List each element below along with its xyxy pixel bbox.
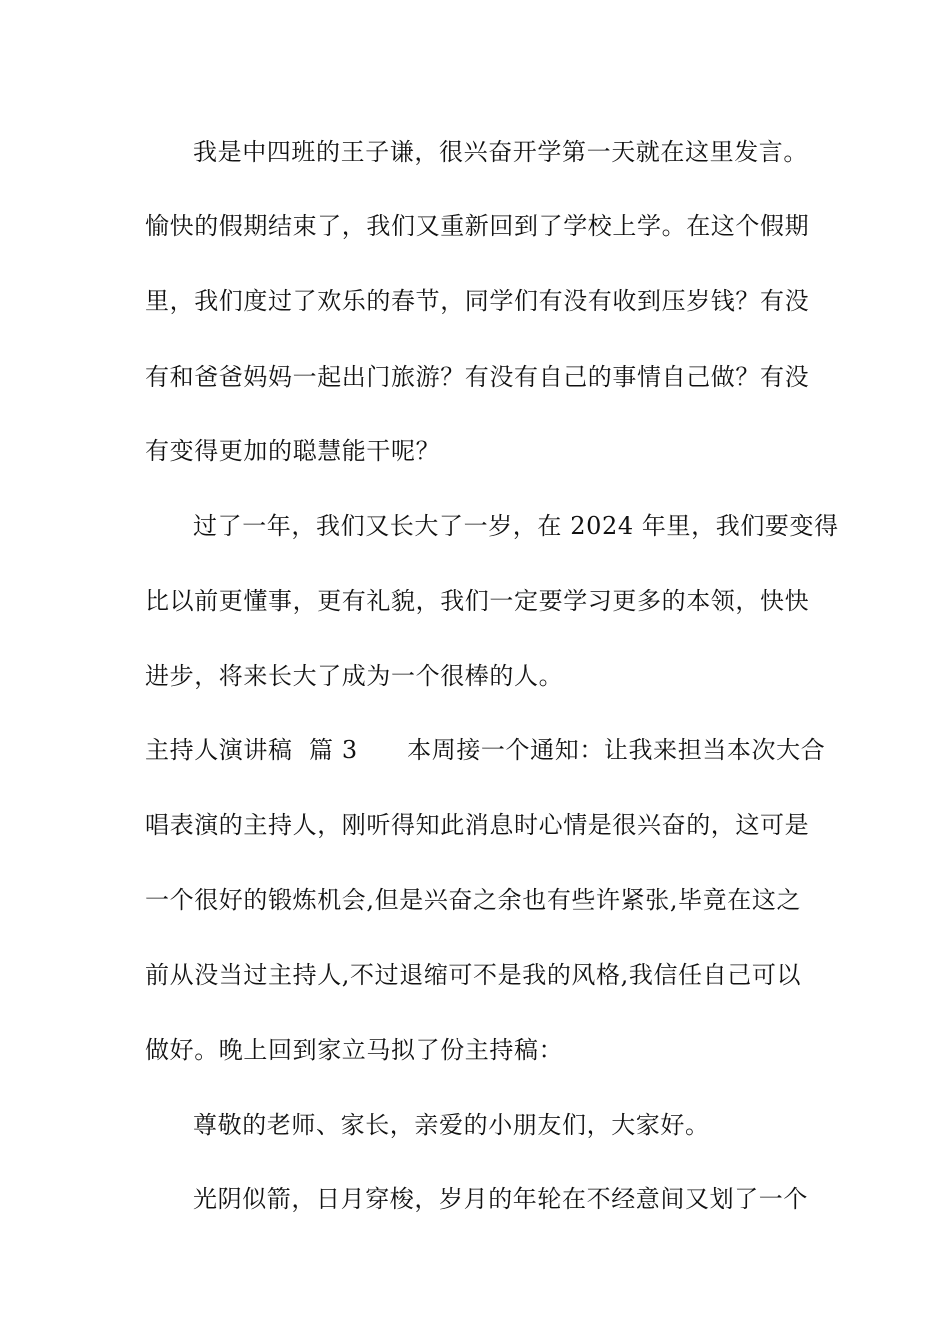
text-line: 前从没当过主持人,不过退缩可不是我的风格,我信任自己可以 — [145, 961, 802, 989]
text-line: 有和爸爸妈妈一起出门旅游？有没有自己的事情自己做？有没 — [145, 363, 810, 391]
text-line: 一个很好的锻炼机会,但是兴奋之余也有些许紧张,毕竟在这之 — [145, 886, 802, 914]
text-line: 尊敬的老师、家长，亲爱的小朋友们，大家好。 — [193, 1111, 710, 1139]
text-line: 过了一年，我们又长大了一岁，在 2024 年里，我们要变得 — [193, 512, 839, 540]
text-line: 做好。晚上回到家立马拟了份主持稿： — [145, 1036, 564, 1064]
text-line: 愉快的假期结束了，我们又重新回到了学校上学。在这个假期 — [145, 212, 810, 240]
text-line: 进步，将来长大了成为一个很棒的人。 — [145, 662, 564, 690]
text-line: 我是中四班的王子谦，很兴奋开学第一天就在这里发言。 — [193, 138, 808, 166]
text-line: 比以前更懂事，更有礼貌，我们一定要学习更多的本领，快快 — [145, 587, 810, 615]
text-line: 里，我们度过了欢乐的春节，同学们有没有收到压岁钱？有没 — [145, 287, 810, 315]
text-line: 有变得更加的聪慧能干呢？ — [145, 437, 441, 465]
text-line: 光阴似箭，日月穿梭，岁月的年轮在不经意间又划了一个 — [193, 1185, 808, 1213]
text-line: 唱表演的主持人，刚听得知此消息时心情是很兴奋的，这可是 — [145, 811, 810, 839]
section-heading-line: 主持人演讲稿 篇 3 本周接一个通知：让我来担当本次大合 — [145, 736, 826, 764]
